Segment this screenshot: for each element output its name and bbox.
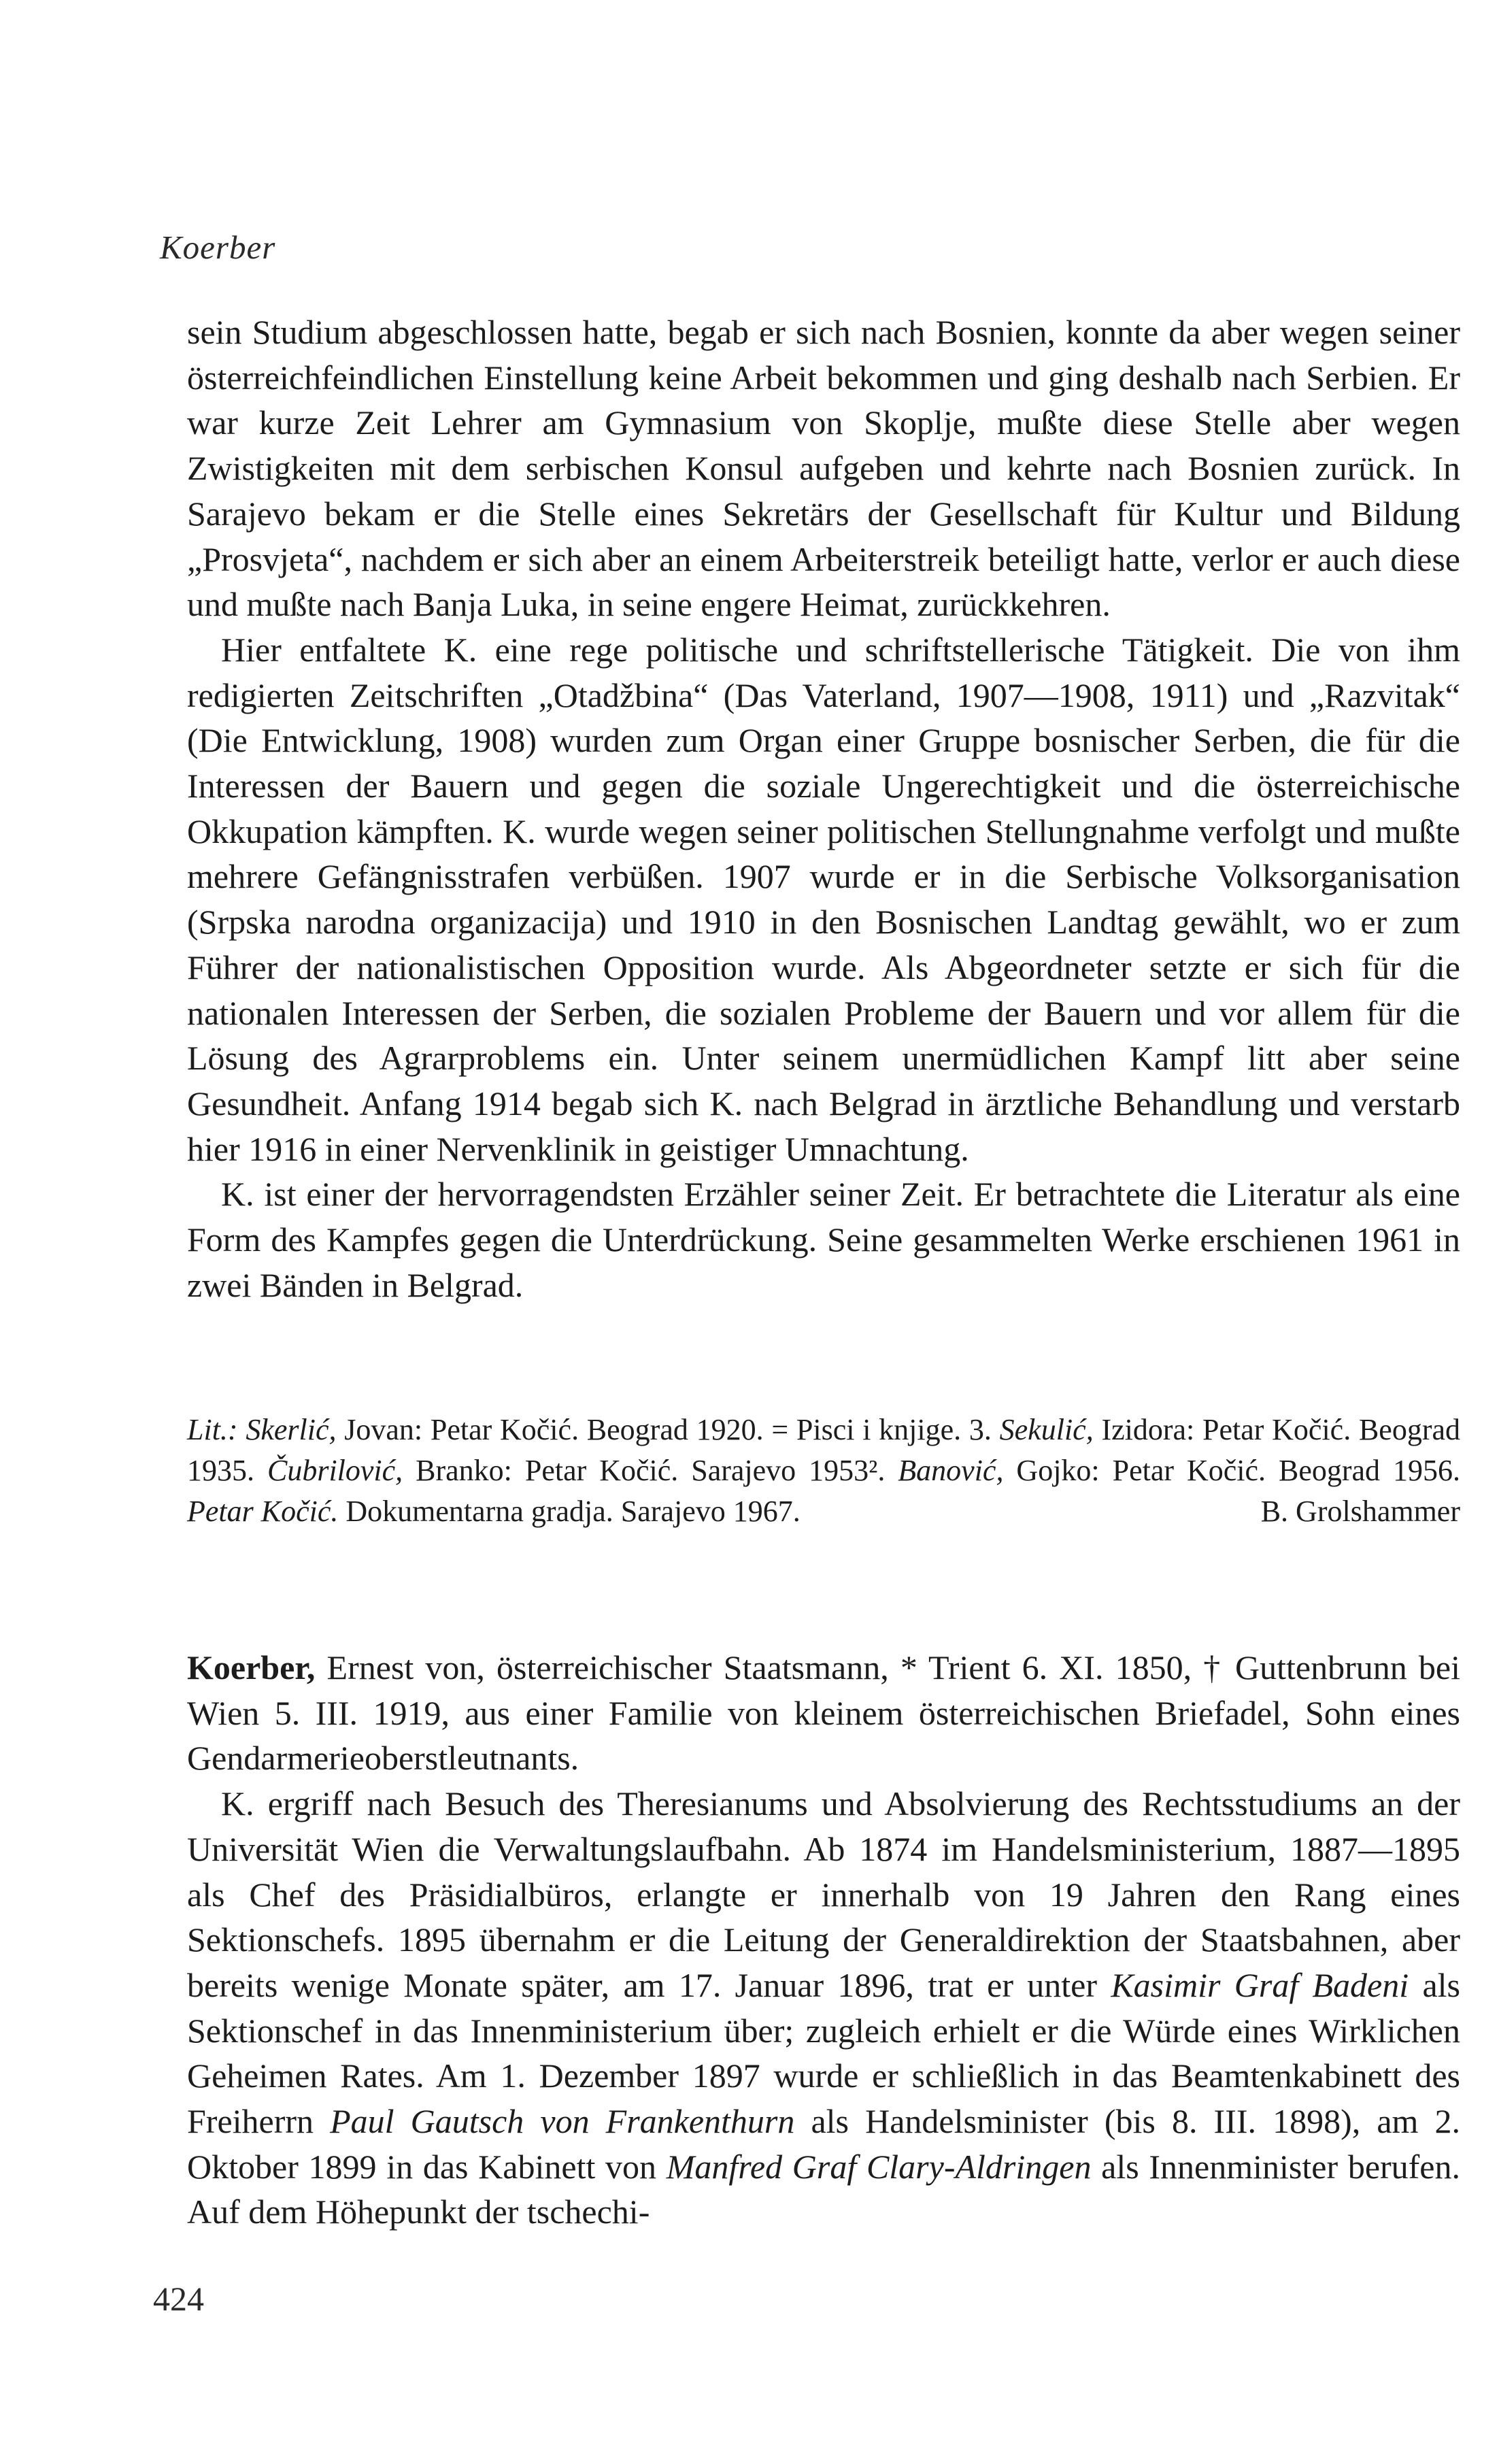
text-segment: als Handelsminister (bis 8. III. 1898), am 2. Oktober 1899 in das Kabinett von xyxy=(187,2102,1460,2186)
entry-lead-text: Ernest von, österreichischer Staatsmann, * Trient 6. XI. 1850, † Guttenbrunn bei Wien 5. III. 1919, aus einer Familie von kleinem österreichischen Briefadel, Sohn eines Gendarmerieoberstleutnants. xyxy=(187,1648,1460,1778)
lit-author: Čubrilović, xyxy=(267,1454,403,1487)
lit-author: Skerlić, xyxy=(246,1413,337,1446)
person-name: Manfred Graf Clary-Aldringen xyxy=(666,2147,1092,2186)
running-title: Koerber xyxy=(160,229,276,266)
text-segment: als Innenminister berufen. Auf dem Höhepunkt der tschechi- xyxy=(187,2147,1461,2231)
literature-references xyxy=(187,1410,1460,1532)
lit-entry: Jovan: Petar Kočić. Beograd 1920. = Pisci i knjige. 3. xyxy=(336,1413,1000,1446)
lit-author: Banović, xyxy=(898,1454,1004,1487)
lit-entry: Gojko: Petar Kočić. Beograd 1956. xyxy=(1003,1454,1460,1487)
person-name: Kasimir Graf Badeni xyxy=(1111,1965,1409,2004)
lit-entry: Branko: Petar Kočić. Sarajevo 1953². xyxy=(403,1454,898,1487)
lit-entry: Izidora: Petar Kočić. Beograd 1935. xyxy=(187,1413,1461,1487)
text-segment: als Sektionschef in das Innenministerium über; zugleich erhielt er die Würde eines Wirklichen Geheimen Rates. Am 1. Dezember 1897 wurde er schließlich in das Beamtenkabinett des Freiherrn xyxy=(187,1965,1460,2141)
article-kocic-body xyxy=(187,310,1460,1308)
paragraph: K. ist einer der hervorragendsten Erzähler seiner Zeit. Er betrachtete die Literatur als eine Form des Kampfes gegen die Unterdrückung. Seine gesammelten Werke erschienen 1961 in zwei Bänden in Belgrad. xyxy=(187,1175,1460,1304)
entry-lead-paragraph xyxy=(187,1645,1460,1781)
person-name: Paul Gautsch von Frankenthurn xyxy=(330,2102,795,2141)
paragraph: sein Studium abgeschlossen hatte, begab er sich nach Bosnien, konnte da aber wegen seiner österreichfeindlichen Einstellung keine Arbeit bekommen und ging deshalb nach Serbien. Er war kurze Zeit Lehrer am Gymnasium von Skoplje, mußte diese Stelle aber wegen Zwistigkeiten mit dem serbischen Konsul aufgeben und kehrte nach Bosnien zurück. In Sarajevo bekam er die Stelle eines Sekretärs der Gesellschaft für Kultur und Bildung „Prosvjeta“, nachdem er sich aber an einem Arbeiterstreik beteiligt hatte, verlor er auch diese und mußte nach Banja Luka, in seine engere Heimat, zurückkehren. xyxy=(187,313,1460,624)
article-koerber-body xyxy=(187,1645,1460,2235)
literature-label: Lit.: xyxy=(187,1413,238,1446)
lit-author: Petar Kočić. xyxy=(187,1495,339,1528)
paragraph xyxy=(187,1781,1460,2235)
author-signature: B. Grolshammer xyxy=(1260,1495,1460,1528)
entry-headword: Koerber, xyxy=(187,1648,316,1686)
page-number: 424 xyxy=(153,2280,204,2318)
paragraph: Hier entfaltete K. eine rege politische und schriftstellerische Tätigkeit. Die von ihm redigierten Zeitschriften „Otadžbina“ (Das Vaterland, 1907—1908, 1911) und „Razvitak“ (Die Entwicklung, 1908) wurden zum Organ einer Gruppe bosnischer Serben, die für die Interessen der Bauern und gegen die soziale Ungerechtigkeit und die österreichische Okkupation kämpften. K. wurde wegen seiner politischen Stellungnahme verfolgt und mußte mehrere Gefängnisstrafen verbüßen. 1907 wurde er in die Serbische Volksorganisation (Srpska narodna organizacija) und 1910 in den Bosnischen Landtag gewählt, wo er zum Führer der nationalistischen Opposition wurde. Als Abgeordneter setzte er sich für die nationalen Interessen der Serben, die sozialen Probleme der Bauern und vor allem für die Lösung des Agrarproblems ein. Unter seinem unermüdlichen Kampf litt aber seine Gesundheit. Anfang 1914 begab sich K. nach Belgrad in ärztliche Behandlung und verstarb hier 1916 in einer Nervenklinik in geistiger Umnachtung. xyxy=(187,630,1460,1168)
lit-entry: Dokumentarna gradja. Sarajevo 1967. xyxy=(338,1495,801,1528)
text-segment: K. ergriff nach Besuch des Theresianums und Absolvierung des Rechtsstudiums an der Universität Wien die Verwaltungslaufbahn. Ab 1874 im Handelsministerium, 1887—1895 als Chef des Präsidialbüros, erlangte er innerhalb von 19 Jahren den Rang eines Sektionschefs. 1895 übernahm er die Leitung der Generaldirektion der Staatsbahnen, aber bereits wenige Monate später, am 17. Januar 1896, trat er unter xyxy=(187,1784,1460,2004)
lit-author: Sekulić, xyxy=(999,1413,1094,1446)
